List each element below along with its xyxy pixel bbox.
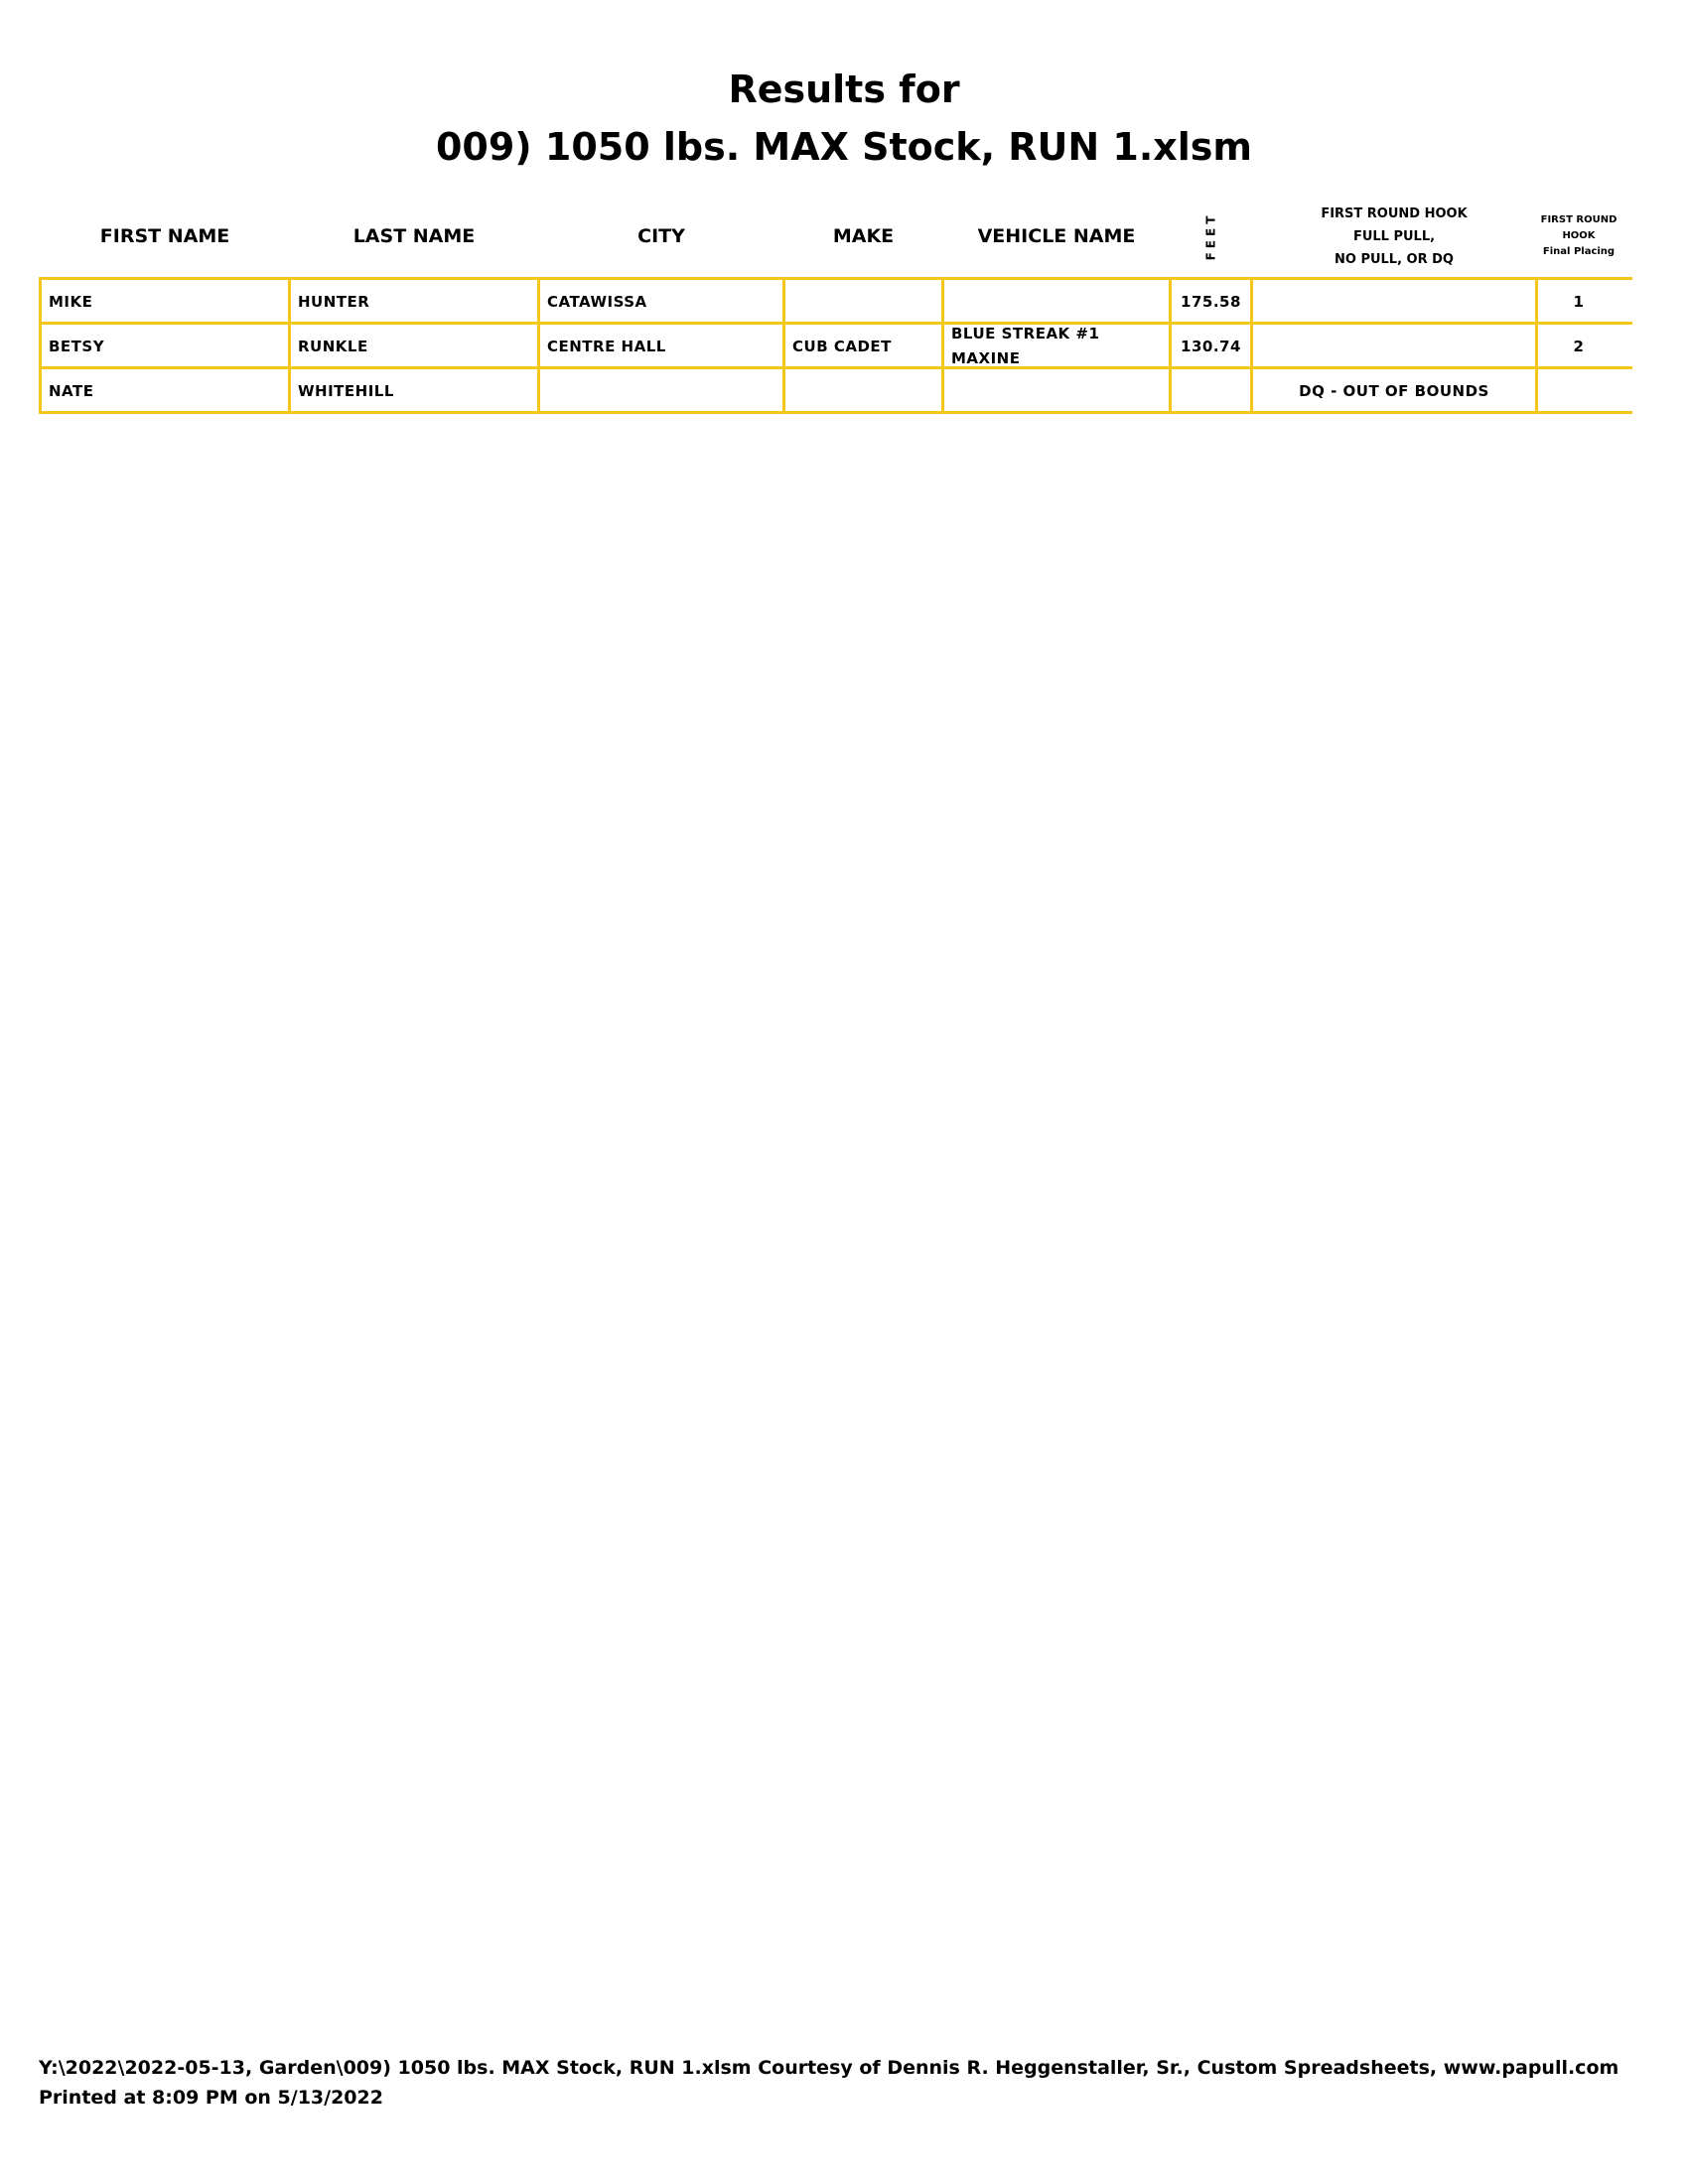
grid-line xyxy=(782,277,785,414)
header-feet: FEET xyxy=(1203,211,1218,261)
header-hook-line1: FIRST ROUND HOOK xyxy=(1321,205,1468,221)
footer-file-path: Y:\2022\2022-05-13, Garden\009) 1050 lbs. MAX Stock, RUN 1.xlsm Courtesy of Dennis R. Heggenstaller, Sr., Custom Spreadsheets, www.papull.com xyxy=(39,2057,1619,2079)
table-row-1-last-name: HUNTER xyxy=(298,293,370,311)
report-title-line1: Results for xyxy=(728,68,960,111)
table-row-1-placing: 1 xyxy=(1573,293,1585,311)
table-row-2-hook-status xyxy=(1253,325,1535,368)
header-placing-line2: HOOK xyxy=(1562,230,1596,241)
header-placing-line1: FIRST ROUND xyxy=(1540,214,1618,225)
table-row-3-feet xyxy=(1172,369,1250,413)
table-row-1-hook-status xyxy=(1253,280,1535,324)
header-hook-line2: FULL PULL, xyxy=(1352,228,1436,244)
header-placing-line3: Final Placing xyxy=(1542,246,1616,257)
table-row-2-vehicle-line2: MAXINE xyxy=(951,349,1021,367)
grid-line xyxy=(288,277,291,414)
results-table xyxy=(39,277,1632,414)
header-city: CITY xyxy=(637,225,685,247)
footer-printed-time: Printed at 8:09 PM on 5/13/2022 xyxy=(39,2087,383,2109)
table-row-3-hook-status: DQ - OUT OF BOUNDS xyxy=(1299,382,1489,400)
table-row-3-placing xyxy=(1538,369,1619,413)
grid-line xyxy=(941,277,944,414)
grid-line xyxy=(39,277,42,414)
header-final-placing xyxy=(1538,199,1619,274)
header-make: MAKE xyxy=(832,225,895,247)
table-row-2-city: CENTRE HALL xyxy=(547,338,666,355)
table-row-3-last-name: WHITEHILL xyxy=(298,382,394,400)
header-hook-status xyxy=(1253,199,1535,274)
table-row-2-vehicle-name xyxy=(951,325,1099,368)
table-row-2-feet: 130.74 xyxy=(1181,338,1241,355)
table-row-2-make: CUB CADET xyxy=(792,338,892,355)
table-row-1-feet: 175.58 xyxy=(1181,293,1241,311)
table-row-2-last-name: RUNKLE xyxy=(298,338,368,355)
table-row-3-first-name: NATE xyxy=(49,382,94,400)
grid-line xyxy=(537,277,540,414)
table-row-1-first-name: MIKE xyxy=(49,293,93,311)
table-row-2-vehicle-line1: BLUE STREAK #1 xyxy=(951,325,1100,342)
header-last-name: LAST NAME xyxy=(352,225,476,247)
header-first-name: FIRST NAME xyxy=(99,225,230,247)
table-row-2-placing: 2 xyxy=(1573,338,1585,355)
table-row-2-first-name: BETSY xyxy=(49,338,105,355)
header-vehicle-name: VEHICLE NAME xyxy=(977,225,1136,247)
table-row-1-city: CATAWISSA xyxy=(547,293,647,311)
report-title-line2: 009) 1050 lbs. MAX Stock, RUN 1.xlsm xyxy=(435,125,1253,169)
header-hook-line3: NO PULL, OR DQ xyxy=(1334,251,1454,267)
